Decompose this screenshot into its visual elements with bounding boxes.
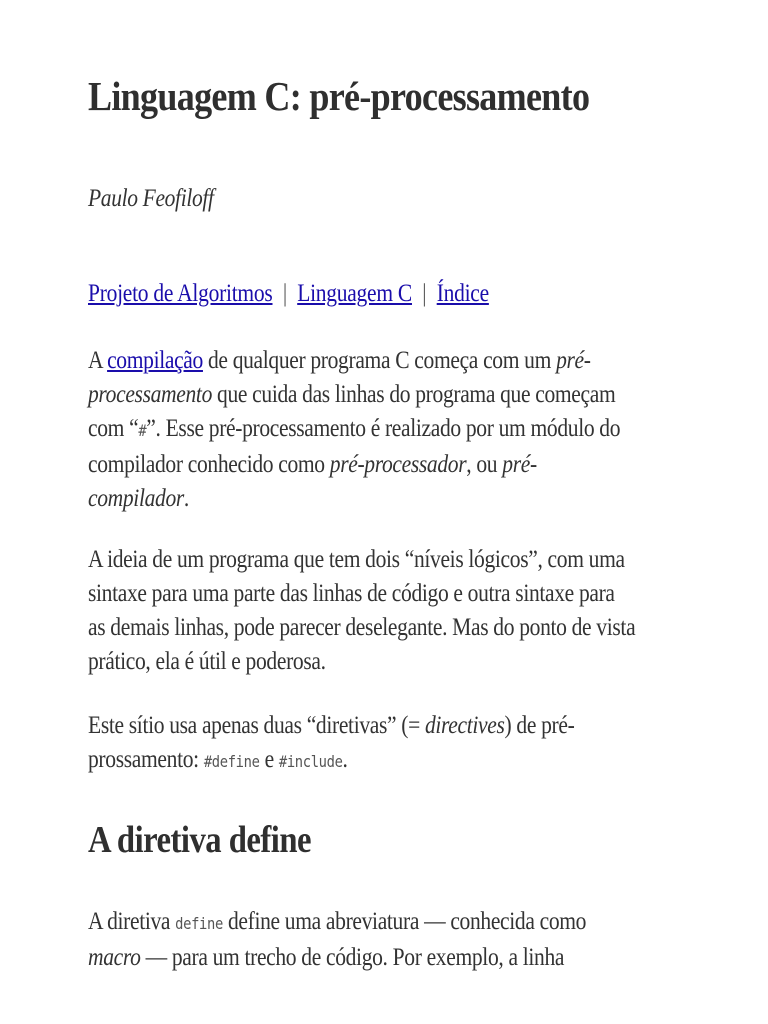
section-heading: A diretiva define [88,819,312,861]
paragraph-intro [88,344,691,516]
code-define: define [175,914,223,933]
text: ”. Esse pré-processamento é realizado por um módulo do [146,415,621,442]
text: ) de pré- [504,712,575,739]
code-hash: # [138,421,147,440]
text: de qualquer programa C começa com um [202,347,557,374]
nav-separator: | [422,280,427,307]
emphasis-text: macro [88,944,141,971]
text: , ou [466,451,503,478]
text: Este sítio usa apenas duas “diretivas” (= [88,712,425,739]
code-define: #define [203,752,260,771]
text: prossamento: [88,746,204,773]
text-line: as demais linhas, pode parecer deselegante. Mas do ponto de vista [88,614,636,641]
page-title: Linguagem C: pré-processamento [88,73,590,119]
text: — para um trecho de código. Por exemplo, a linha [140,944,565,971]
text: compilador conhecido como [88,451,330,478]
text-line: A ideia de um programa que tem dois “níveis lógicos”, com uma [88,546,625,573]
nav-link-linguagem-c[interactable]: Linguagem C [297,280,412,307]
text: A [88,347,108,374]
text: e [259,746,279,773]
text: A diretiva [88,908,176,935]
paragraph-define [88,905,691,975]
emphasis-text: pré- [502,451,537,478]
text: que cuida das linhas do programa que começam [212,381,616,408]
text: . [183,485,189,512]
nav-link-indice[interactable]: Índice [436,280,489,307]
link-compilacao[interactable]: compilação [107,347,203,374]
nav-separator: | [282,280,287,307]
nav-link-projeto[interactable]: Projeto de Algoritmos [88,280,273,307]
paragraph-diretivas [88,709,691,779]
text-line: prático, ela é útil e poderosa. [88,648,326,675]
code-include: #include [278,752,343,771]
emphasis-text: pré-processador [329,451,467,478]
author-name: Paulo Feofiloff [88,185,214,212]
emphasis-text: pré- [556,347,591,374]
emphasis-text: directives [424,712,505,739]
paragraph-ideia [88,543,691,679]
text: com “ [88,415,139,442]
text-line: sintaxe para uma parte das linhas de código e outra sintaxe para [88,580,615,607]
emphasis-text: compilador [88,485,184,512]
text: define uma abreviatura — conhecida como [222,908,587,935]
emphasis-text: processamento [88,381,213,408]
breadcrumb-nav [88,280,489,308]
text: . [342,746,348,773]
